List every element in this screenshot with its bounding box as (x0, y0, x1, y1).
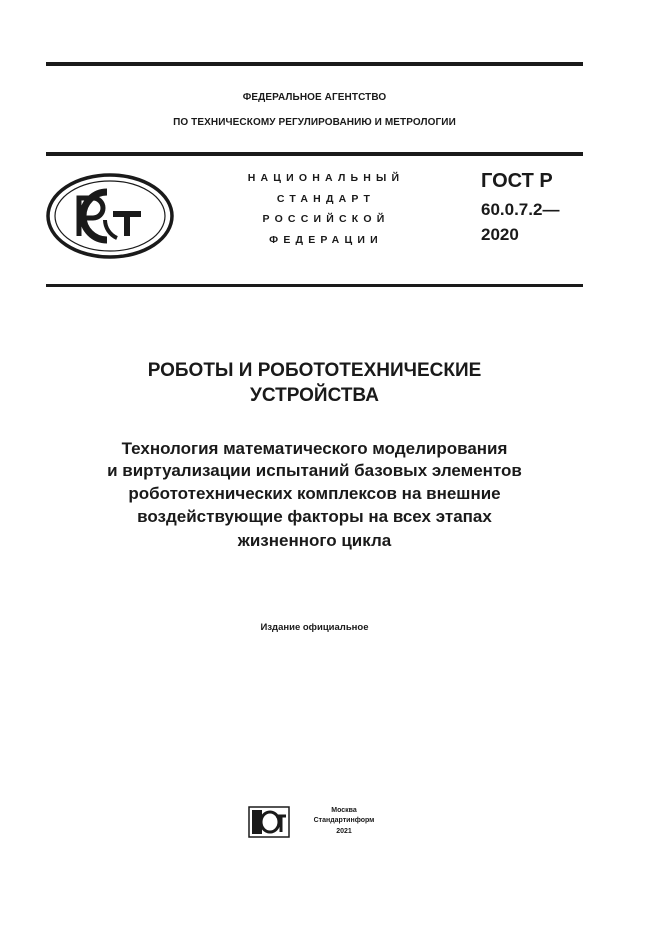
agency-line-1: ФЕДЕРАЛЬНОЕ АГЕНТСТВО (242, 92, 387, 103)
top-rule (46, 62, 583, 66)
gost-code-line-2: 60.0.7.2— (481, 200, 560, 219)
publisher-name: Стандартинформ (313, 817, 375, 824)
agency-line-2: ПО ТЕХНИЧЕСКОМУ РЕГУЛИРОВАНИЮ И МЕТРОЛОГИИ (173, 117, 456, 128)
document-title-line-2: УСТРОЙСТВА (250, 385, 379, 406)
document-subtitle-line-2: и виртуализации испытаний базовых элементов (107, 461, 522, 480)
national-line-4: ФЕДЕРАЦИИ (269, 234, 383, 246)
national-line-2: СТАНДАРТ (276, 193, 376, 205)
middle-rule (46, 152, 583, 156)
publisher-city: Москва (331, 807, 357, 814)
publisher-year: 2021 (336, 828, 352, 835)
gost-code-line-3: 2020 (481, 225, 519, 244)
document-subtitle-line-4: воздействующие факторы на всех этапах (137, 507, 492, 526)
bottom-rule (46, 284, 583, 287)
national-line-1: НАЦИОНАЛЬНЫЙ (247, 172, 405, 184)
gost-code-line-1: ГОСТ Р (481, 170, 553, 192)
document-subtitle-line-3: робототехнических комплексов на внешние (128, 484, 501, 503)
document-subtitle-line-5: жизненного цикла (237, 531, 392, 550)
document-title-line-1: РОБОТЫ И РОБОТОТЕХНИЧЕСКИЕ (147, 360, 482, 381)
standartinform-logo-icon (248, 806, 290, 838)
edition-label: Издание официальное (260, 622, 369, 633)
document-subtitle-line-1: Технология математического моделирования (121, 439, 508, 458)
national-line-3: РОССИЙСКОЙ (262, 213, 390, 225)
rst-certification-mark-icon (45, 172, 175, 260)
